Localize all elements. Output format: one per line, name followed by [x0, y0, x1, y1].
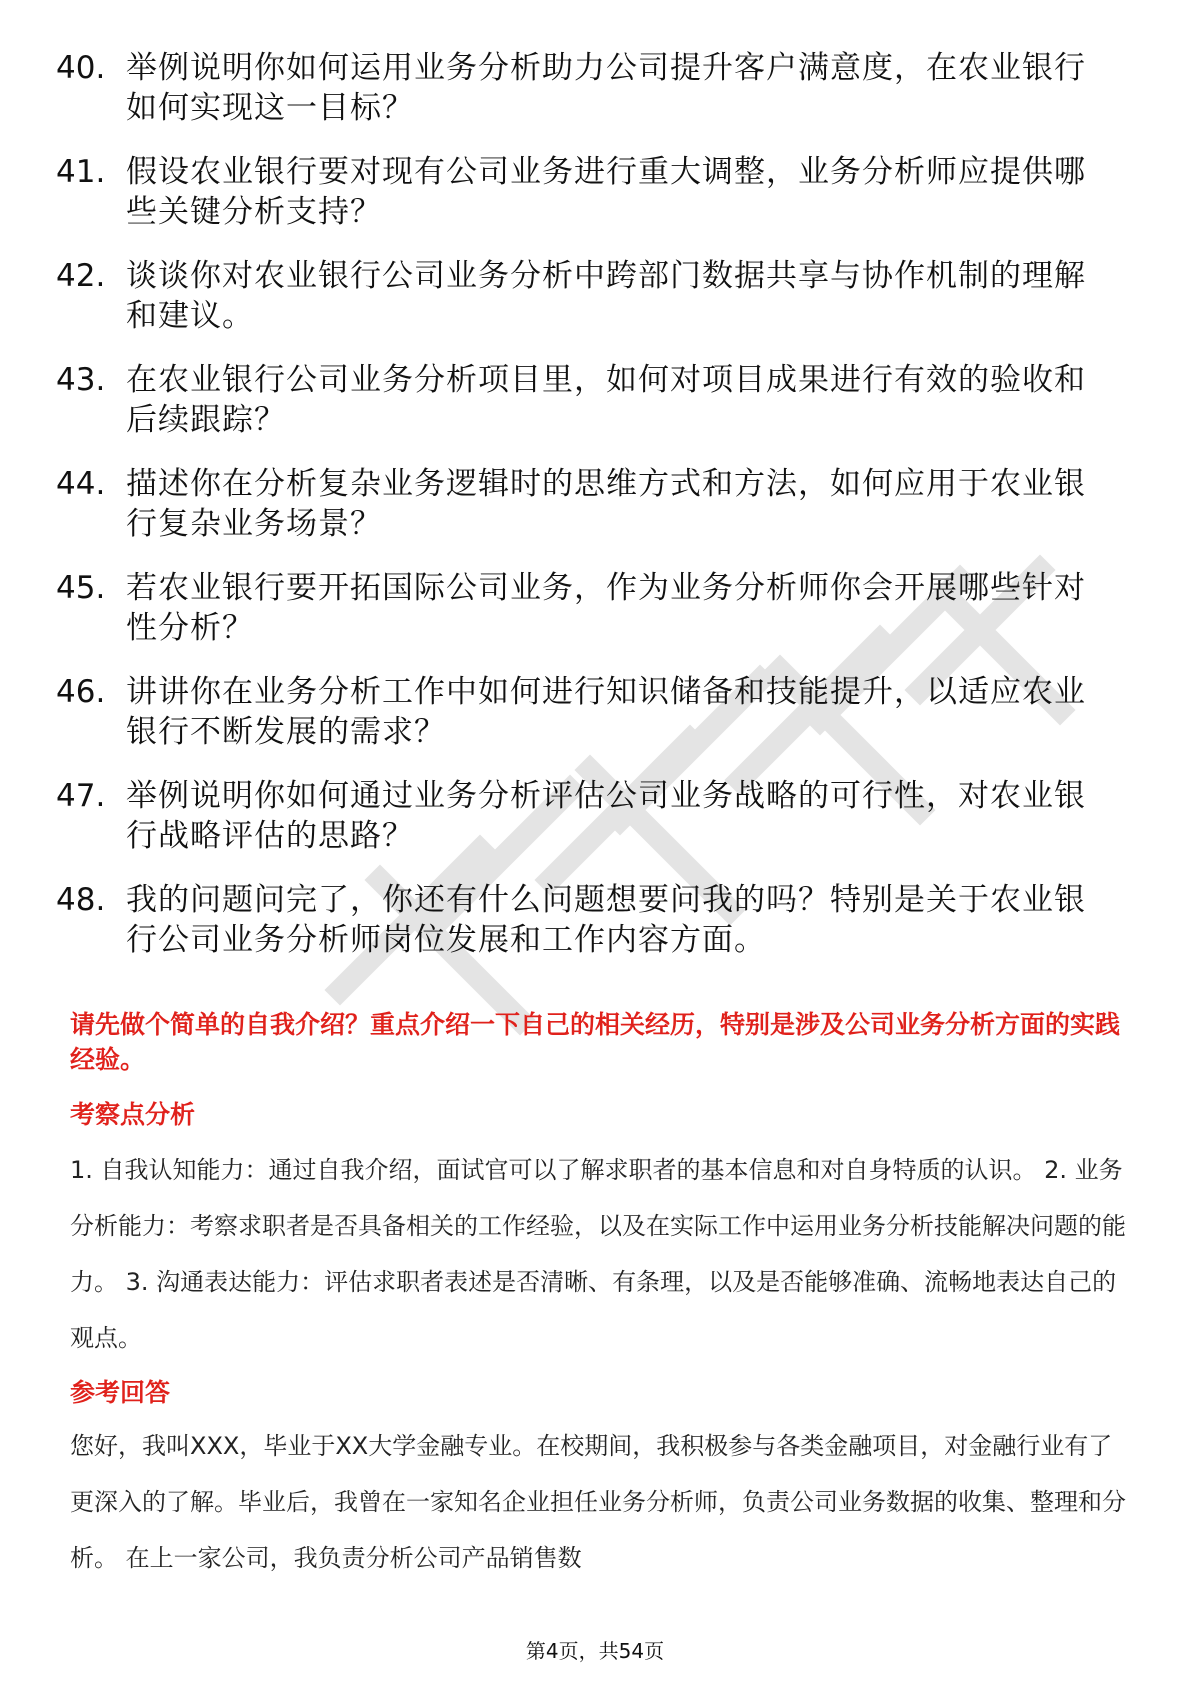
page-footer: 第4页，共54页	[525, 1639, 665, 1663]
question-text: 谈谈你对农业银行公司业务分析中跨部门数据共享与协作机制的理解和建议。	[126, 258, 1086, 334]
question-number: 47.	[56, 778, 106, 814]
question-text: 举例说明你如何通过业务分析评估公司业务战略的可行性，对农业银行战略评估的思路？	[126, 778, 1086, 854]
answer-label: 参考回答	[70, 1378, 171, 1407]
question-number: 45.	[56, 570, 106, 606]
question-item-46	[56, 672, 1116, 752]
question-number: 48.	[56, 882, 106, 918]
question-text: 若农业银行要开拓国际公司业务，作为业务分析师你会开展哪些针对性分析？	[126, 570, 1086, 646]
question-text: 描述你在分析复杂业务逻辑时的思维方式和方法，如何应用于农业银行复杂业务场景？	[126, 466, 1086, 542]
question-item-44	[56, 464, 1116, 544]
question-item-41	[56, 152, 1116, 232]
question-number: 42.	[56, 258, 106, 294]
question-text: 在农业银行公司业务分析项目里，如何对项目成果进行有效的验收和后续跟踪？	[126, 362, 1086, 438]
question-number: 43.	[56, 362, 106, 398]
question-item-45	[56, 568, 1116, 648]
question-text: 讲讲你在业务分析工作中如何进行知识储备和技能提升，以适应农业银行不断发展的需求？	[126, 674, 1086, 750]
highlight-question: 请先做个简单的自我介绍？重点介绍一下自己的相关经历，特别是涉及公司业务分析方面的实践经验。	[70, 1010, 1121, 1074]
question-text: 举例说明你如何运用业务分析助力公司提升客户满意度，在农业银行如何实现这一目标？	[126, 50, 1086, 126]
question-item-43	[56, 360, 1116, 440]
question-item-48	[56, 880, 1116, 960]
question-list	[56, 48, 1116, 984]
question-number: 44.	[56, 466, 106, 502]
question-text: 我的问题问完了，你还有什么问题想要问我的吗？特别是关于农业银行公司业务分析师岗位发展和工作内容方面。	[126, 882, 1086, 958]
question-number: 41.	[56, 154, 106, 190]
analysis-label: 考察点分析	[70, 1100, 196, 1129]
question-item-42	[56, 256, 1116, 336]
question-item-40	[56, 48, 1116, 128]
answer-text: 您好，我叫XXX，毕业于XX大学金融专业。在校期间，我积极参与各类金融项目，对金融行业有了更深入的了解。毕业后，我曾在一家知名企业担任业务分析师，负责公司业务数据的收集、整理和分析。 在上一家公司，我负责分析公司产品销售数	[70, 1432, 1126, 1572]
question-number: 40.	[56, 50, 106, 86]
analysis-text: 1. 自我认知能力：通过自我介绍，面试官可以了解求职者的基本信息和对自身特质的认识。 2. 业务分析能力：考察求职者是否具备相关的工作经验，以及在实际工作中运用业务分析技能解决问题的能力。 3. 沟通表达能力：评估求职者表述是否清晰、有条理，以及是否能够准确、流畅地表达自己的观点。	[70, 1156, 1126, 1352]
question-item-47	[56, 776, 1116, 856]
question-text: 假设农业银行要对现有公司业务进行重大调整，业务分析师应提供哪些关键分析支持？	[126, 154, 1086, 230]
question-number: 46.	[56, 674, 106, 710]
